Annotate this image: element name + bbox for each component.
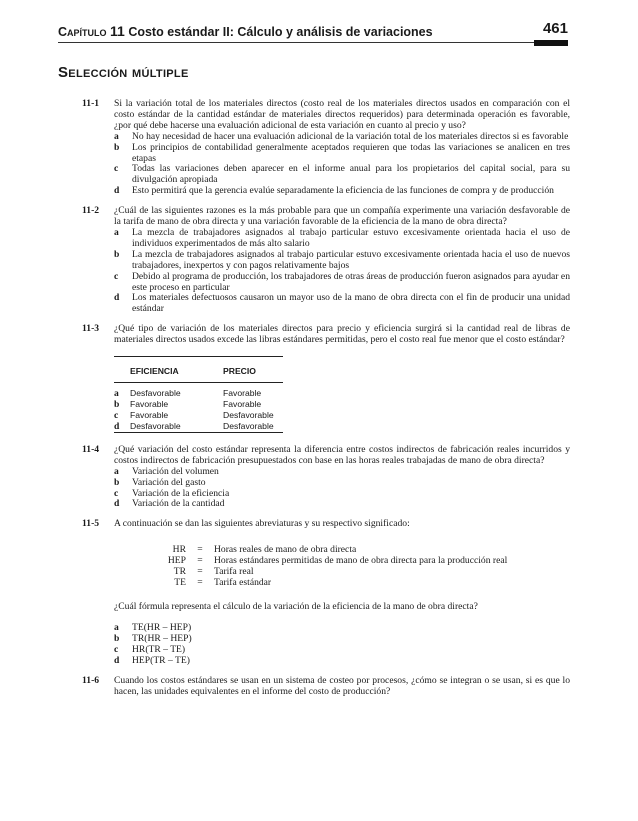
equals-sign: = [197,577,203,589]
abbreviation-row [150,566,507,577]
question-number: 11-5 [82,518,100,530]
cell-eficiencia: Favorable [130,409,169,420]
option-letter: d [114,185,120,197]
question-text: ¿Qué variación del costo estándar representa la diferencia entre costos indirectos de fabricación reales incurridos y costos indirectos de fabricación presupuestados con base en las horas reales trabajadas de mano de obra directa? [114,443,570,466]
option-letter: c [114,163,119,175]
cell-eficiencia: Favorable [130,398,169,409]
page-number: 461 [542,20,568,37]
option-text: No hay necesidad de hacer una evaluación adicional de la variación total de los materiales directos si es favorable [132,130,569,142]
abbreviation-meaning: Tarifa estándar [214,577,272,589]
abbreviation-row [150,577,507,588]
chapter-label: Capítulo [58,25,107,39]
option-text: HR(TR – TE) [132,644,186,655]
option-letter: d [114,654,120,666]
option [114,656,570,667]
abbreviation-meaning: Horas reales de mano de obra directa [214,544,357,556]
option-letter: b [114,141,120,153]
option-text: Variación de la eficiencia [132,487,230,499]
question-followup: ¿Cuál fórmula representa el cálculo de la variación de la eficiencia de la mano de obra directa? [114,601,478,613]
option-text: Los materiales defectuosos causaron un mayor uso de la mano de obra directa con el fin de producir una unidad estándar [132,292,570,315]
option [114,143,570,165]
abbreviation: HEP [167,555,186,567]
question-number: 11-6 [82,674,100,686]
equals-sign: = [197,566,203,578]
table-header-eficiencia: EFICIENCIA [130,357,223,383]
option-letter: d [114,292,120,304]
option-letter: a [114,226,119,238]
cell-precio: Favorable [223,387,262,398]
option-text: Variación de la cantidad [132,498,225,510]
chapter-title: Costo estándar II: Cálculo y análisis de variaciones [128,25,433,39]
question-11-6 [82,676,570,698]
option-letter: d [114,498,120,510]
question-11-5 [82,519,570,666]
question-text: ¿Cuál de las siguientes razones es la más probable para que un compañía experimente una variación desfavorable de la tarifa de mano de obra directa y una variación favorable de la eficiencia de la mano de obra directa? [114,205,570,228]
chapter-number: 11 [110,23,125,39]
table-header-precio: PRECIO [223,357,283,383]
option-letter: b [114,633,120,645]
formula-options [114,623,570,667]
abbreviation: TR [173,566,186,578]
cell-precio: Desfavorable [223,409,274,420]
abbreviation-meaning: Tarifa real [214,566,254,578]
question-text: Cuando los costos estándares se usan en un sistema de costeo por procesos, ¿cómo se integran o se usan, si es que lo hacen, las unidades equivalentes en el informe del costo de producción? [114,674,570,697]
cell-eficiencia: Desfavorable [130,420,181,431]
question-text: ¿Qué tipo de variación de los materiales directos para precio y eficiencia surgirá si la cantidad real de libras de materiales directos usados excede las libras estándares permitidas, pero el costo real fue menor que el costo estándar? [114,323,570,346]
question-number: 11-4 [82,443,100,455]
option [114,272,570,294]
question-number: 11-3 [82,323,100,335]
table-row [114,399,283,410]
option-text: Los principios de contabilidad generalmente aceptados requieren que todas las variaciones se analicen en tres etapas [132,141,570,164]
question-number: 11-1 [82,98,100,109]
option-text: TR(HR – HEP) [132,633,192,645]
row-letter: b [114,398,120,410]
option-letter: c [114,644,119,655]
table-row [114,388,283,399]
question-text: Si la variación total de los materiales directos (costo real de los materiales directos usados en comparación con el costo estándar de la cantidad estándar de materiales directos requeridos) para determinada operación es favorable, ¿por qué debe hacerse una evaluación adicional de esta variación en cuanto al precio y uso? [114,98,570,131]
questions-list [82,99,570,707]
option-letter: c [114,270,119,282]
option-letter: b [114,248,120,260]
question-11-1 [82,99,570,197]
option-text: Esto permitirá que la gerencia evalúe separadamente la eficiencia de las funciones de compra y de producción [132,185,554,197]
option [114,186,570,197]
option [114,499,570,510]
abbreviation: HR [172,544,186,556]
row-letter: c [114,409,119,421]
answer-table [114,356,283,433]
table-row [114,421,283,433]
chapter-heading [58,23,433,39]
row-letter: a [114,387,119,399]
abbreviation-row [150,555,507,566]
table-row [114,410,283,421]
option-text: La mezcla de trabajadores asignados al trabajo particular estuvo excesivamente orientada hacia el uso de nuevos trabajadores, inexpertos y con pagos relativamente bajos [132,248,570,271]
option [114,250,570,272]
question-11-2 [82,206,570,315]
option-letter: a [114,465,119,477]
section-title: Selección múltiple [58,64,189,81]
option-text: Variación del volumen [132,465,219,477]
row-letter: d [114,420,120,432]
question-number: 11-2 [82,205,100,217]
option-letter: b [114,476,120,488]
option-text: HEP(TR – TE) [132,654,190,666]
option-text: Debido al programa de producción, los trabajadores de otras áreas de producción fueron asignados para ayudar en este proceso en particular [132,270,570,293]
option-text: La mezcla de trabajadores asignados al trabajo particular estuvo excesivamente orientada hacia el uso de individuos experimentados de más alto salario [132,226,570,249]
cell-eficiencia: Desfavorable [130,387,181,398]
option-letter: a [114,130,119,142]
option [114,293,570,315]
header-tab-marker [534,40,568,46]
cell-precio: Favorable [223,398,262,409]
abbreviation-table [150,544,507,588]
page-header [58,20,568,42]
equals-sign: = [197,544,203,556]
abbreviation-row [150,544,507,555]
question-11-3 [82,324,570,433]
option-letter: c [114,487,119,499]
abbreviation: TE [174,577,186,589]
option [114,164,570,186]
option-text: Todas las variaciones deben aparecer en el informe anual para los propietarios del capital social, para su divulgación apropiada [132,163,570,186]
question-11-4 [82,445,570,510]
option-text: TE(HR – HEP) [132,622,192,634]
header-rule [58,42,568,43]
equals-sign: = [197,555,203,567]
option-letter: a [114,622,119,634]
cell-precio: Desfavorable [223,420,274,431]
question-text: A continuación se dan las siguientes abreviaturas y su respectivo significado: [114,518,410,530]
abbreviation-meaning: Horas estándares permitidas de mano de obra directa para la producción real [214,555,508,567]
option-text: Variación del gasto [132,476,206,488]
option [114,228,570,250]
